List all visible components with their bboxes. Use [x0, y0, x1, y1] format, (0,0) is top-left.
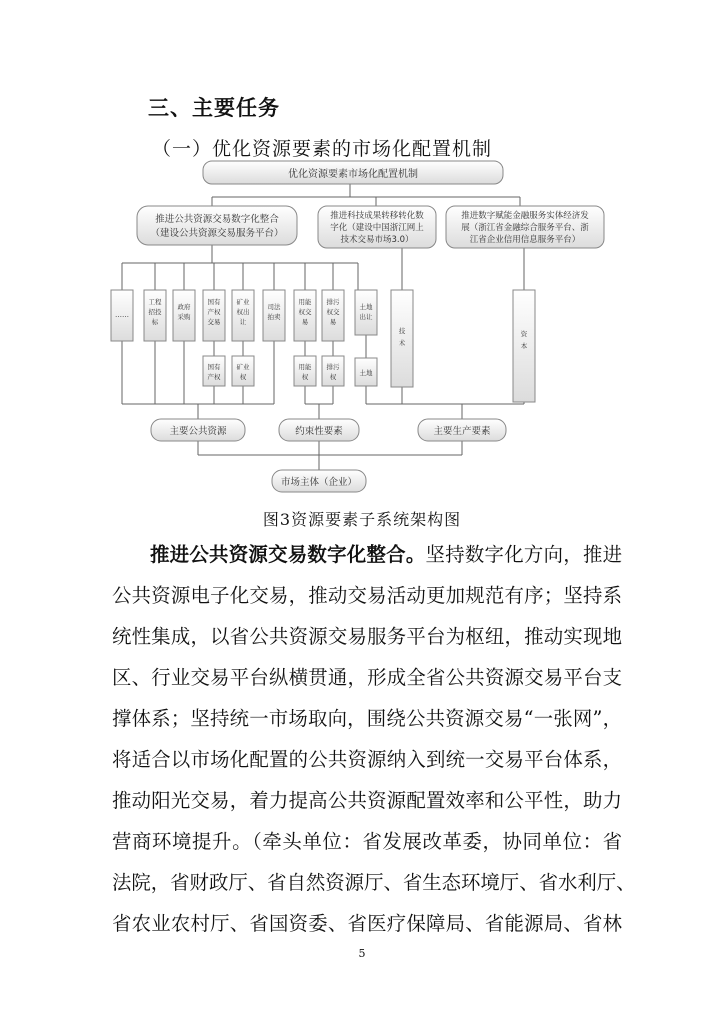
leaf-land-label: 土地出让 [359, 303, 373, 321]
public-branch-label-2: （建设公共资源交易服务平台） [150, 228, 284, 239]
section-heading: 三、主要任务 [148, 96, 280, 120]
top-node-label: 优化资源要素市场化配置机制 [288, 169, 418, 180]
leaf-others-label: …… [115, 311, 129, 319]
paragraph-line-2: 公共资源电子化交易，推动交易活动更加规范有序；坚持系 [112, 584, 622, 607]
finance-branch-label-1: 推进数字赋能金融服务实体经济发 [461, 211, 589, 221]
leaf-stateprop-label: 国有产权交易 [207, 298, 221, 326]
tech-branch-label-2: 字化（建设中国浙江网上 [330, 223, 424, 233]
category-production-label: 主要生产要素 [433, 426, 491, 437]
sub-mining-label: 矿业权 [236, 363, 250, 381]
sub-emission-label: 排污权 [326, 363, 340, 381]
paragraph-line-1 [112, 534, 622, 575]
sub-energy-label: 用能权 [298, 363, 312, 381]
paragraph-line-1-rest: 坚持数字化方向，推进 [425, 543, 623, 566]
paragraph-line-8: 营商环境提升。（牵头单位：省发展改革委，协同单位：省 [112, 830, 622, 853]
paragraph-line-4: 区、行业交易平台纵横贯通，形成全省公共资源交易平台支 [112, 666, 622, 689]
leaf-energy-label: 用能权交易 [298, 298, 312, 326]
subsection-heading: （一）优化资源要素的市场化配置机制 [152, 138, 493, 160]
paragraph-lead: 推进公共资源交易数字化整合。 [150, 543, 426, 566]
paragraph-line-3: 统性集成，以省公共资源交易服务平台为枢纽，推动实现地 [112, 625, 622, 648]
leaf-engineering-label: 工程招投标 [148, 298, 162, 326]
paragraph-line-5: 撑体系；坚持统一市场取向，围绕公共资源交易“一张网”， [112, 707, 622, 730]
finance-branch-label-3: 江省企业信用信息服务平台） [469, 235, 581, 245]
leaf-mining-label: 矿业权出让 [236, 298, 250, 326]
tech-branch-label-3: 技术交易市场3.0） [340, 235, 414, 245]
leaf-emission-label: 排污权交易 [326, 298, 340, 326]
paragraph-line-6: 将适合以市场化配置的公共资源纳入到统一交易平台体系， [112, 748, 622, 771]
figure-caption: 图3资源要素子系统架构图 [262, 510, 462, 529]
leaf-tech-label: 技术 [398, 327, 406, 347]
architecture-diagram [0, 0, 724, 500]
sub-land-label: 土地 [359, 369, 373, 377]
leaf-capital-label: 资本 [520, 330, 528, 350]
page-number: 5 [358, 947, 366, 960]
leaf-judicial-label: 司法拍卖 [267, 303, 281, 321]
tech-branch-label-1: 推进科技成果转移转化数 [330, 211, 424, 221]
bottom-node-label: 市场主体（企业） [280, 477, 358, 488]
paragraph-line-7: 推动阳光交易，着力提高公共资源配置效率和公平性，助力 [112, 789, 622, 812]
paragraph-line-10: 省农业农村厅、省国资委、省医疗保障局、省能源局、省林 [112, 912, 622, 935]
category-constraint-label: 约束性要素 [295, 426, 343, 437]
leaf-procurement-label: 政府采购 [177, 303, 191, 321]
sub-stateprop-label: 国有产权 [207, 363, 221, 381]
finance-branch-label-2: 展（浙江省金融综合服务平台、浙 [461, 223, 589, 233]
body-paragraph [112, 534, 636, 944]
paragraph-line-9: 法院，省财政厅、省自然资源厅、省生态环境厅、省水利厅、 [112, 871, 636, 894]
category-public-label: 主要公共资源 [169, 426, 227, 437]
public-branch-label-1: 推进公共资源交易数字化整合 [155, 214, 279, 225]
